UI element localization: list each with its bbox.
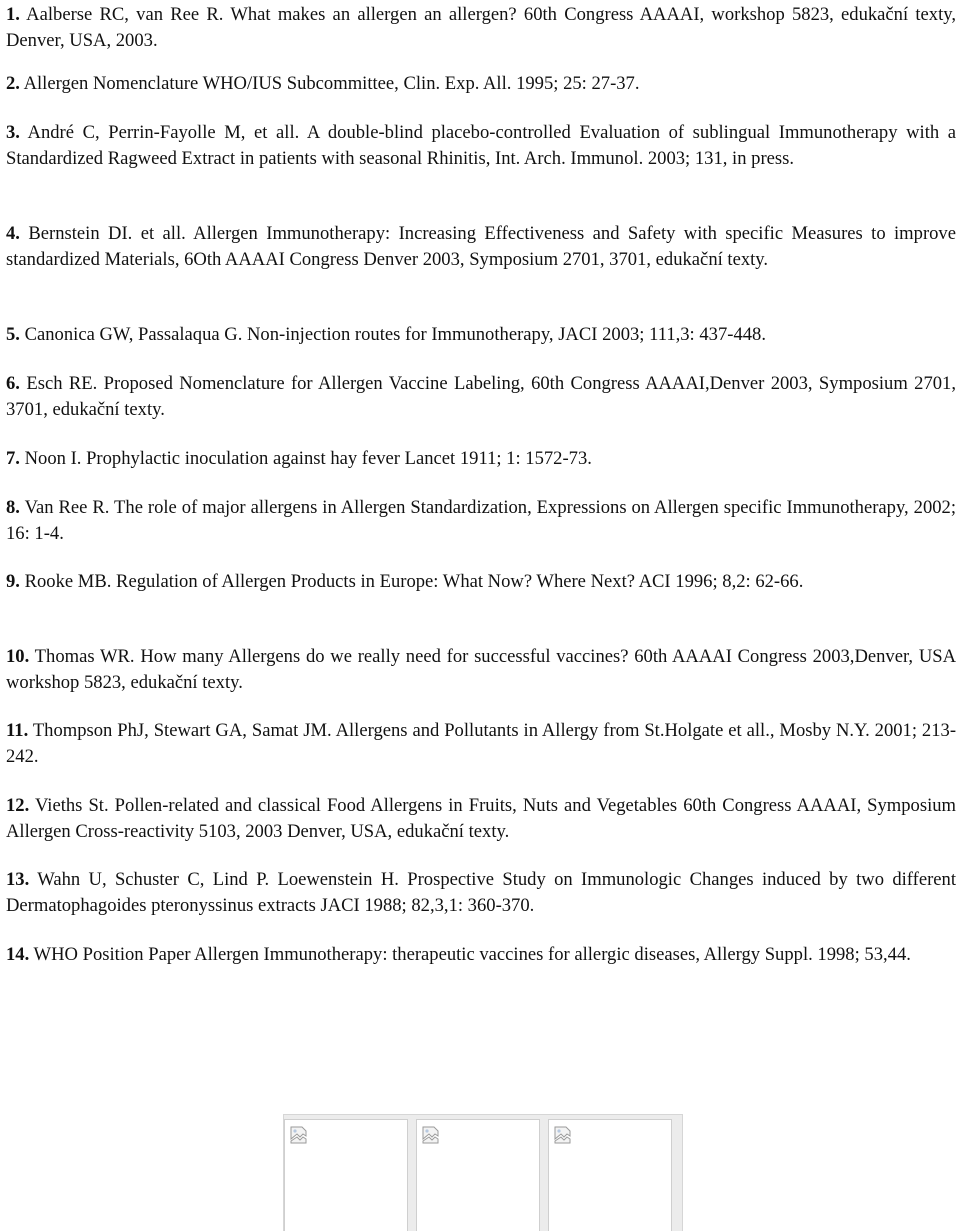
reference-authors: Rooke MB. bbox=[24, 571, 112, 592]
reference-number: 13. bbox=[6, 869, 30, 890]
reference-number: 4. bbox=[6, 223, 20, 244]
reference-authors: Van Ree R. bbox=[24, 497, 110, 518]
reference-text: Proposed Nomenclature for Allergen Vaccine Labeling, 60th Congress AAAAI,Denver 2003, Symposium 2701, 3701, edukační texty. bbox=[6, 373, 957, 420]
reference-number: 3. bbox=[6, 122, 20, 143]
reference-authors: Wahn U, Schuster C, Lind P. Loewenstein H. bbox=[37, 869, 399, 890]
reference-item bbox=[6, 495, 956, 546]
reference-item bbox=[6, 71, 956, 97]
reference-item bbox=[6, 322, 956, 348]
reference-number: 10. bbox=[6, 646, 30, 667]
reference-item bbox=[6, 446, 956, 472]
reference-text: Regulation of Allergen Products in Europe: What Now? Where Next? ACI 1996; 8,2: 62-66. bbox=[111, 571, 804, 592]
reference-item bbox=[6, 718, 956, 769]
reference-number: 11. bbox=[6, 720, 29, 741]
reference-text: Pollen-related and classical Food Allergens in Fruits, Nuts and Vegetables 60th Congress AAAAI, Symposium Allergen Cross-reactivity 5103, 2003 Denver, USA, edukační texty. bbox=[6, 795, 957, 842]
page-thumbnail[interactable] bbox=[548, 1119, 672, 1231]
broken-image-icon bbox=[553, 1125, 573, 1145]
reference-item bbox=[6, 942, 956, 968]
reference-text: Prospective Study on Immunologic Changes induced by two different Dermatophagoides pteronyssinus extracts JACI 1988; 82,3,1: 360-370. bbox=[6, 869, 957, 916]
page-thumbnail[interactable] bbox=[416, 1119, 540, 1231]
reference-authors: Bernstein DI. et all. bbox=[28, 223, 186, 244]
reference-number: 14. bbox=[6, 944, 30, 965]
reference-item bbox=[6, 371, 956, 422]
reference-number: 2. bbox=[6, 73, 20, 94]
reference-authors: André C, Perrin-Fayolle M, et all. bbox=[27, 122, 300, 143]
reference-text: The role of major allergens in Allergen Standardization, Expressions on Allergen specific Immunotherapy, 2002; 16: 1-4. bbox=[6, 497, 957, 544]
reference-text: Allergen Nomenclature WHO/IUS Subcommittee, Clin. Exp. All. 1995; 25: 27-37. bbox=[19, 73, 640, 94]
reference-item bbox=[6, 644, 956, 695]
reference-number: 6. bbox=[6, 373, 20, 394]
reference-text: Prophylactic inoculation against hay fever Lancet 1911; 1: 1572-73. bbox=[81, 448, 592, 469]
reference-item bbox=[6, 221, 956, 272]
reference-text: A double-blind placebo-controlled Evaluation of sublingual Immunotherapy with a Standardized Ragweed Extract in patients with seasonal Rhinitis, Int. Arch. Immunol. 2003; 131, in press. bbox=[6, 122, 957, 169]
reference-authors: Thompson PhJ, Stewart GA, Samat JM. bbox=[32, 720, 332, 741]
reference-text: Allergen Immunotherapy: Increasing Effectiveness and Safety with specific Measures to improve standardized Materials, 6Oth AAAAI Congress Denver 2003, Symposium 2701, 3701, edukační texty. bbox=[6, 223, 956, 270]
broken-image-icon bbox=[289, 1125, 309, 1145]
reference-number: 1. bbox=[6, 4, 20, 25]
page-thumbnail[interactable] bbox=[284, 1119, 408, 1231]
reference-authors: Canonica GW, Passalaqua G. bbox=[24, 324, 243, 345]
reference-text: What makes an allergen an allergen? 60th Congress AAAAI, workshop 5823, edukační texty, Denver, USA, 2003. bbox=[6, 4, 956, 51]
reference-item bbox=[6, 2, 956, 53]
reference-authors: Vieths St. bbox=[34, 795, 109, 816]
reference-number: 12. bbox=[6, 795, 30, 816]
reference-number: 9. bbox=[6, 571, 20, 592]
reference-item bbox=[6, 120, 956, 171]
reference-item bbox=[6, 867, 956, 918]
broken-image-icon bbox=[421, 1125, 441, 1145]
reference-authors: Esch RE. bbox=[26, 373, 98, 394]
reference-authors: Noon I. bbox=[24, 448, 82, 469]
reference-number: 7. bbox=[6, 448, 20, 469]
reference-authors: Thomas WR. bbox=[34, 646, 135, 667]
reference-item bbox=[6, 793, 956, 844]
reference-authors: Aalberse RC, van Ree R. bbox=[26, 4, 224, 25]
reference-text: Allergens and Pollutants in Allergy from St.Holgate et all., Mosby N.Y. 2001; 213-242. bbox=[6, 720, 957, 767]
reference-text: How many Allergens do we really need for successful vaccines? 60th AAAAI Congress 2003,Denver, USA workshop 5823, edukační texty. bbox=[6, 646, 957, 693]
reference-number: 5. bbox=[6, 324, 20, 345]
page-thumbnail-strip bbox=[283, 1114, 683, 1231]
reference-text: WHO Position Paper Allergen Immunotherapy: therapeutic vaccines for allergic diseases, Allergy Suppl. 1998; 53,44. bbox=[29, 944, 911, 965]
reference-item bbox=[6, 569, 956, 595]
reference-number: 8. bbox=[6, 497, 20, 518]
reference-text: Non-injection routes for Immunotherapy, JACI 2003; 111,3: 437-448. bbox=[242, 324, 766, 345]
